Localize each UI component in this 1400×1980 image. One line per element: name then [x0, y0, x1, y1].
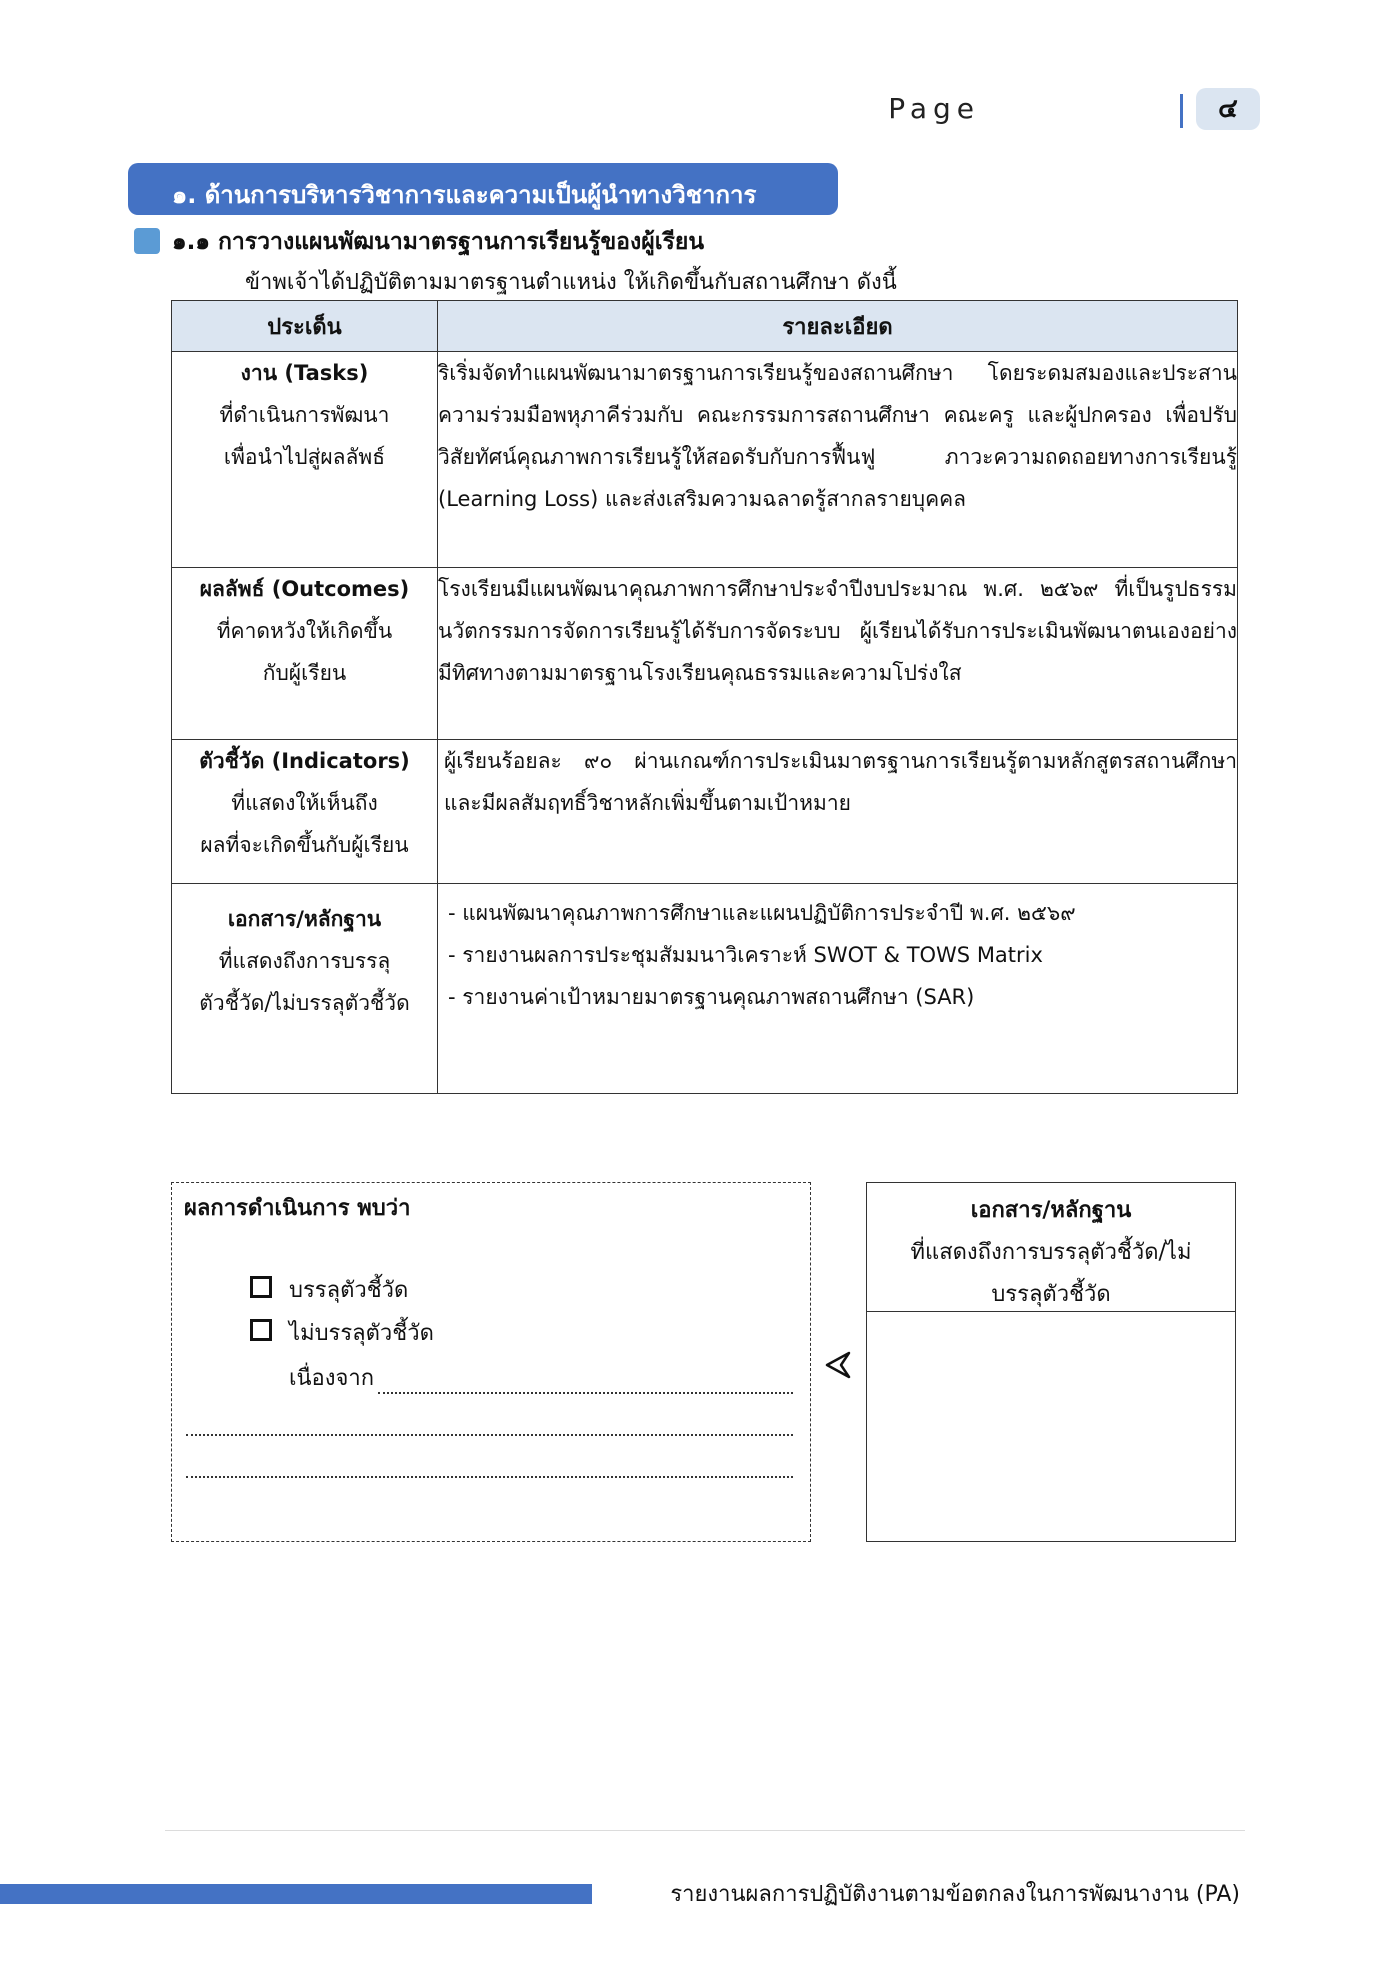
table-row — [172, 884, 1238, 1094]
bullet-square-icon — [134, 228, 160, 254]
details-table — [171, 300, 1238, 1094]
row-detail-cell: ผู้เรียนร้อยละ ๙๐ ผ่านเกณฑ์การประเมินมาตรฐานการเรียนรู้ตามหลักสูตรสถานศึกษา และมีผลสัมฤทธิ์วิชาหลักเพิ่มขึ้นตามเป้าหมาย — [438, 740, 1238, 884]
evidence-box-subtitle: บรรลุตัวชี้วัด — [991, 1282, 1111, 1307]
row-label-line: ที่ดำเนินการพัฒนา — [219, 403, 390, 427]
row-label-cell — [172, 568, 438, 740]
page-label: Page — [888, 92, 980, 125]
row-label-cell — [172, 884, 438, 1094]
footer-divider — [165, 1830, 1245, 1831]
subsection-title: ๑.๑ การวางแผนพัฒนามาตรฐานการเรียนรู้ของผู้เรียน — [172, 229, 705, 255]
row-label-line: กับผู้เรียน — [262, 661, 347, 685]
row-label-line: ที่แสดงให้เห็นถึง — [231, 791, 378, 815]
evidence-box-title: เอกสาร/หลักฐาน — [970, 1198, 1132, 1223]
section-title-banner — [128, 163, 838, 215]
row-detail-cell: โรงเรียนมีแผนพัฒนาคุณภาพการศึกษาประจำปีงบประมาณ พ.ศ. ๒๕๖๙ ที่เป็นรูปธรรม นวัตกรรมการจัดการเรียนรู้ได้รับการจัดระบบ ผู้เรียนได้รับการประเมินพัฒนาตนเองอย่างมีทิศทางตามมาตรฐานโรงเรียนคุณธรรมและความโปร่งใส — [438, 568, 1238, 740]
checkbox-achieved[interactable] — [250, 1276, 272, 1298]
evidence-box-header — [866, 1182, 1236, 1312]
intro-text: ข้าพเจ้าได้ปฏิบัติตามมาตรฐานตำแหน่ง ให้เกิดขึ้นกับสถานศึกษา ดังนี้ — [245, 270, 897, 295]
dotted-line — [186, 1432, 793, 1436]
column-header: รายละเอียด — [438, 301, 1238, 352]
footer-text: รายงานผลการปฏิบัติงานตามข้อตกลงในการพัฒนางาน (PA) — [670, 1882, 1240, 1907]
checkbox-not-achieved[interactable] — [250, 1319, 272, 1341]
checkbox-achieved-label: บรรลุตัวชี้วัด — [289, 1278, 409, 1303]
pointer-arrow-icon — [825, 1350, 851, 1380]
table-row — [172, 568, 1238, 740]
because-label: เนื่องจาก — [289, 1366, 375, 1391]
page-separator — [1180, 94, 1183, 128]
column-header: ประเด็น — [172, 301, 438, 352]
row-detail-cell — [438, 884, 1238, 1094]
dotted-line — [378, 1390, 793, 1394]
row-label-line: ที่คาดหวังให้เกิดขึ้น — [216, 619, 393, 643]
evidence-list — [438, 884, 1237, 1018]
row-detail-cell: ริเริ่มจัดทำแผนพัฒนามาตรฐานการเรียนรู้ของสถานศึกษา โดยระดมสมองและประสานความร่วมมือพหุภาคีร่วมกับ คณะกรรมการสถานศึกษา คณะครู และผู้ปกครอง เพื่อปรับวิสัยทัศน์คุณภาพการเรียนรู้ให้สอดรับกับการฟื้นฟู ภาวะความถดถอยทางการเรียนรู้ (Learning Loss) และส่งเสริมความฉลาดรู้สากลรายบุคคล — [438, 352, 1238, 568]
row-label-line: ที่แสดงถึงการบรรลุ — [218, 949, 391, 973]
list-item: - แผนพัฒนาคุณภาพการศึกษาและแผนปฏิบัติการประจำปี พ.ศ. ๒๕๖๙ — [448, 901, 1076, 925]
page-number: ๔ — [1196, 88, 1260, 130]
list-item: - รายงานค่าเป้าหมายมาตรฐานคุณภาพสถานศึกษา (SAR) — [448, 985, 975, 1009]
table-header-row — [172, 301, 1238, 352]
table-row — [172, 740, 1238, 884]
row-label-bold: ผลลัพธ์ (Outcomes) — [199, 577, 410, 601]
result-box — [171, 1182, 811, 1542]
checkbox-not-achieved-label: ไม่บรรลุตัวชี้วัด — [289, 1321, 434, 1346]
row-label-cell — [172, 740, 438, 884]
row-label-cell — [172, 352, 438, 568]
footer-accent-bar — [0, 1884, 592, 1904]
table-row — [172, 352, 1238, 568]
section-title: ๑. ด้านการบริหารวิชาการและความเป็นผู้นำทางวิชาการ — [172, 181, 757, 209]
list-item: - รายงานผลการประชุมสัมมนาวิเคราะห์ SWOT & TOWS Matrix — [448, 943, 1043, 967]
row-label-line: เพื่อนำไปสู่ผลลัพธ์ — [223, 445, 386, 469]
evidence-box-subtitle: ที่แสดงถึงการบรรลุตัวชี้วัด/ไม่ — [910, 1240, 1192, 1265]
result-title: ผลการดำเนินการ พบว่า — [184, 1196, 411, 1221]
row-label-line: ผลที่จะเกิดขึ้นกับผู้เรียน — [200, 833, 409, 857]
dotted-line — [186, 1474, 793, 1478]
row-label-bold: งาน (Tasks) — [240, 361, 369, 385]
row-label-bold: เอกสาร/หลักฐาน — [227, 907, 382, 931]
row-label-line: ตัวชี้วัด/ไม่บรรลุตัวชี้วัด — [199, 991, 410, 1015]
row-label-bold: ตัวชี้วัด (Indicators) — [199, 749, 410, 773]
